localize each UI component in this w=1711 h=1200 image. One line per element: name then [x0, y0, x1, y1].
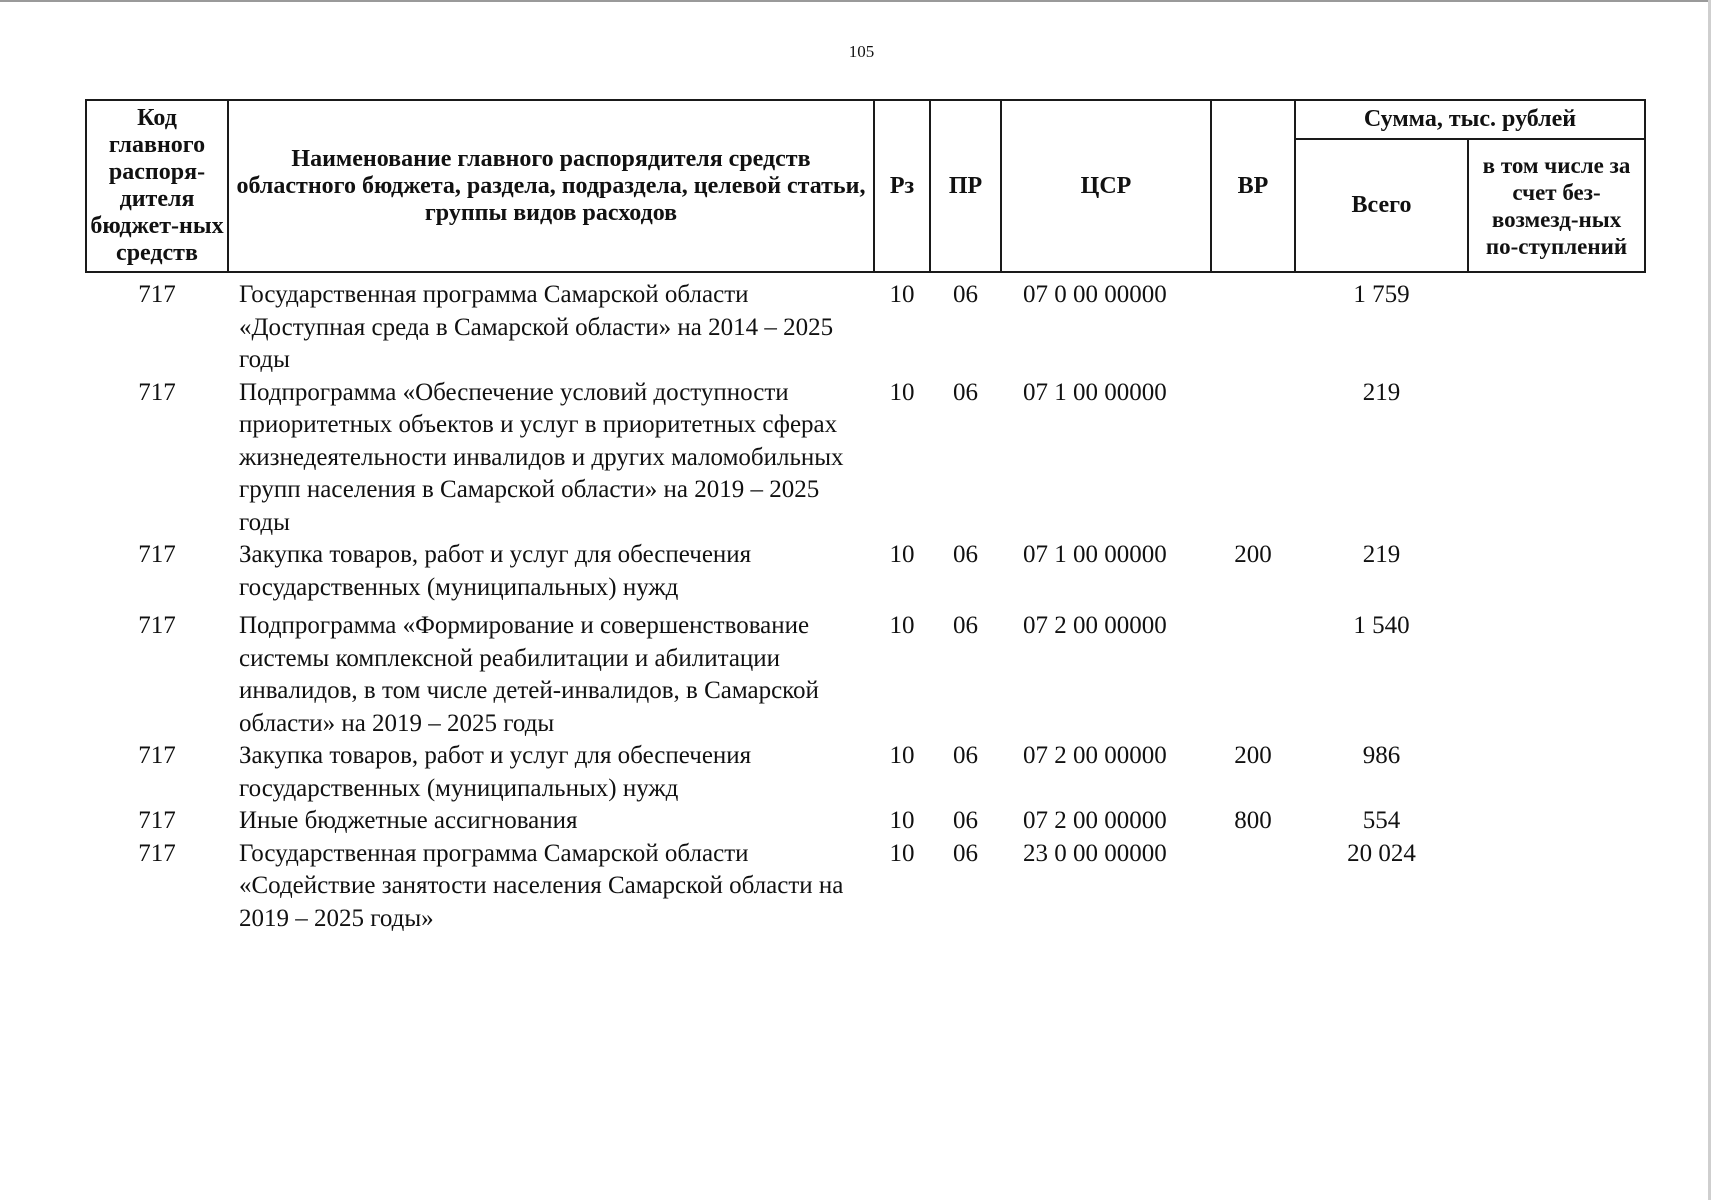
- table-row: [86, 604, 1645, 740]
- cell-vr: 800: [1234, 807, 1272, 834]
- cell-rz: 10: [889, 807, 915, 834]
- cell-kod: 717: [138, 839, 176, 867]
- cell-vr: [1211, 272, 1295, 377]
- cell-vr: 200: [1234, 742, 1272, 769]
- cell-kod: 717: [138, 281, 176, 308]
- cell-vr: [1211, 377, 1295, 540]
- cell-pr: 06: [953, 807, 978, 834]
- cell-vr: [1211, 838, 1295, 936]
- cell-pr: 06: [953, 541, 978, 568]
- cell-incl: [1468, 377, 1645, 540]
- cell-csr: 23 0 00 00000: [1023, 839, 1167, 867]
- cell-rz: 10: [889, 281, 915, 308]
- table-row: [86, 838, 1645, 936]
- header-pr: ПР: [930, 100, 1001, 272]
- cell-kod: 717: [138, 612, 176, 639]
- cell-all: 20 024: [1347, 839, 1416, 867]
- cell-csr: 07 1 00 00000: [1023, 378, 1167, 406]
- cell-rz: 10: [889, 378, 915, 406]
- cell-name: Закупка товаров, работ и услуг для обеспечения государственных (муниципальных) нужд: [239, 742, 752, 802]
- table-header: [86, 100, 1645, 272]
- cell-csr: 07 1 00 00000: [1023, 541, 1167, 568]
- table-row: [86, 377, 1645, 540]
- cell-pr: 06: [953, 742, 978, 769]
- cell-name: Иные бюджетные ассигнования: [239, 807, 578, 834]
- cell-pr: 06: [953, 612, 978, 639]
- table-row: [86, 740, 1645, 805]
- cell-csr: 07 2 00 00000: [1023, 742, 1167, 769]
- cell-name: Закупка товаров, работ и услуг для обеспечения государственных (муниципальных) нужд: [239, 541, 752, 601]
- cell-all: 1 759: [1353, 281, 1410, 308]
- table-row: [86, 272, 1645, 377]
- cell-vr: [1211, 604, 1295, 740]
- cell-incl: [1468, 838, 1645, 936]
- cell-kod: 717: [138, 807, 176, 834]
- cell-pr: 06: [953, 378, 978, 406]
- header-rz: Рз: [874, 100, 930, 272]
- scan-edge-top: [0, 0, 1711, 2]
- cell-csr: 07 2 00 00000: [1023, 807, 1167, 834]
- cell-rz: 10: [889, 612, 915, 639]
- cell-rz: 10: [889, 839, 915, 867]
- header-sum: Сумма, тыс. рублей: [1295, 100, 1645, 139]
- table-body: [86, 272, 1645, 935]
- cell-kod: 717: [138, 742, 176, 769]
- cell-rz: 10: [889, 742, 915, 769]
- cell-all: 554: [1362, 807, 1401, 834]
- cell-all: 219: [1362, 541, 1401, 568]
- cell-name: Государственная программа Самарской области «Доступная среда в Самарской области» на 2014 – 2025 годы: [239, 281, 834, 373]
- header-all: Всего: [1295, 139, 1468, 272]
- cell-pr: 06: [953, 839, 978, 867]
- cell-kod: 717: [138, 541, 176, 568]
- cell-kod: 717: [138, 378, 176, 406]
- cell-incl: [1468, 539, 1645, 604]
- header-kod: Код главного распоря-дителя бюджет-ных средств: [86, 100, 228, 272]
- cell-name: Подпрограмма «Обеспечение условий доступности приоритетных объектов и услуг в приоритетных сферах жизнедеятельности инвалидов и других маломобильных групп населения в Самарской области» на 2019 – 2025 годы: [239, 378, 844, 536]
- table-row: [86, 539, 1645, 604]
- table-row: [86, 805, 1645, 838]
- cell-incl: [1468, 272, 1645, 377]
- cell-name: Подпрограмма «Формирование и совершенствование системы комплексной реабилитации и абилитации инвалидов, в том числе детей-инвалидов, в Самарской области» на 2019 – 2025 годы: [239, 612, 819, 737]
- cell-incl: [1468, 604, 1645, 740]
- cell-incl: [1468, 740, 1645, 805]
- cell-all: 986: [1362, 742, 1401, 769]
- cell-all: 219: [1362, 378, 1401, 406]
- cell-name: Государственная программа Самарской области «Содействие занятости населения Самарской области на 2019 – 2025 годы»: [239, 839, 844, 932]
- header-incl: в том числе за счет без-возмезд-ных по-ступлений: [1468, 139, 1645, 272]
- cell-rz: 10: [889, 541, 915, 568]
- cell-pr: 06: [953, 281, 978, 308]
- cell-csr: 07 2 00 00000: [1023, 612, 1167, 639]
- page-number: 105: [848, 42, 875, 61]
- header-name: Наименование главного распорядителя средств областного бюджета, раздела, подраздела, целевой статьи, группы видов расходов: [228, 100, 874, 272]
- cell-vr: 200: [1234, 541, 1272, 568]
- header-csr: ЦСР: [1001, 100, 1211, 272]
- cell-incl: [1468, 805, 1645, 838]
- cell-csr: 07 0 00 00000: [1023, 281, 1167, 308]
- header-vr: ВР: [1211, 100, 1295, 272]
- budget-table: [85, 99, 1646, 935]
- cell-all: 1 540: [1353, 612, 1410, 639]
